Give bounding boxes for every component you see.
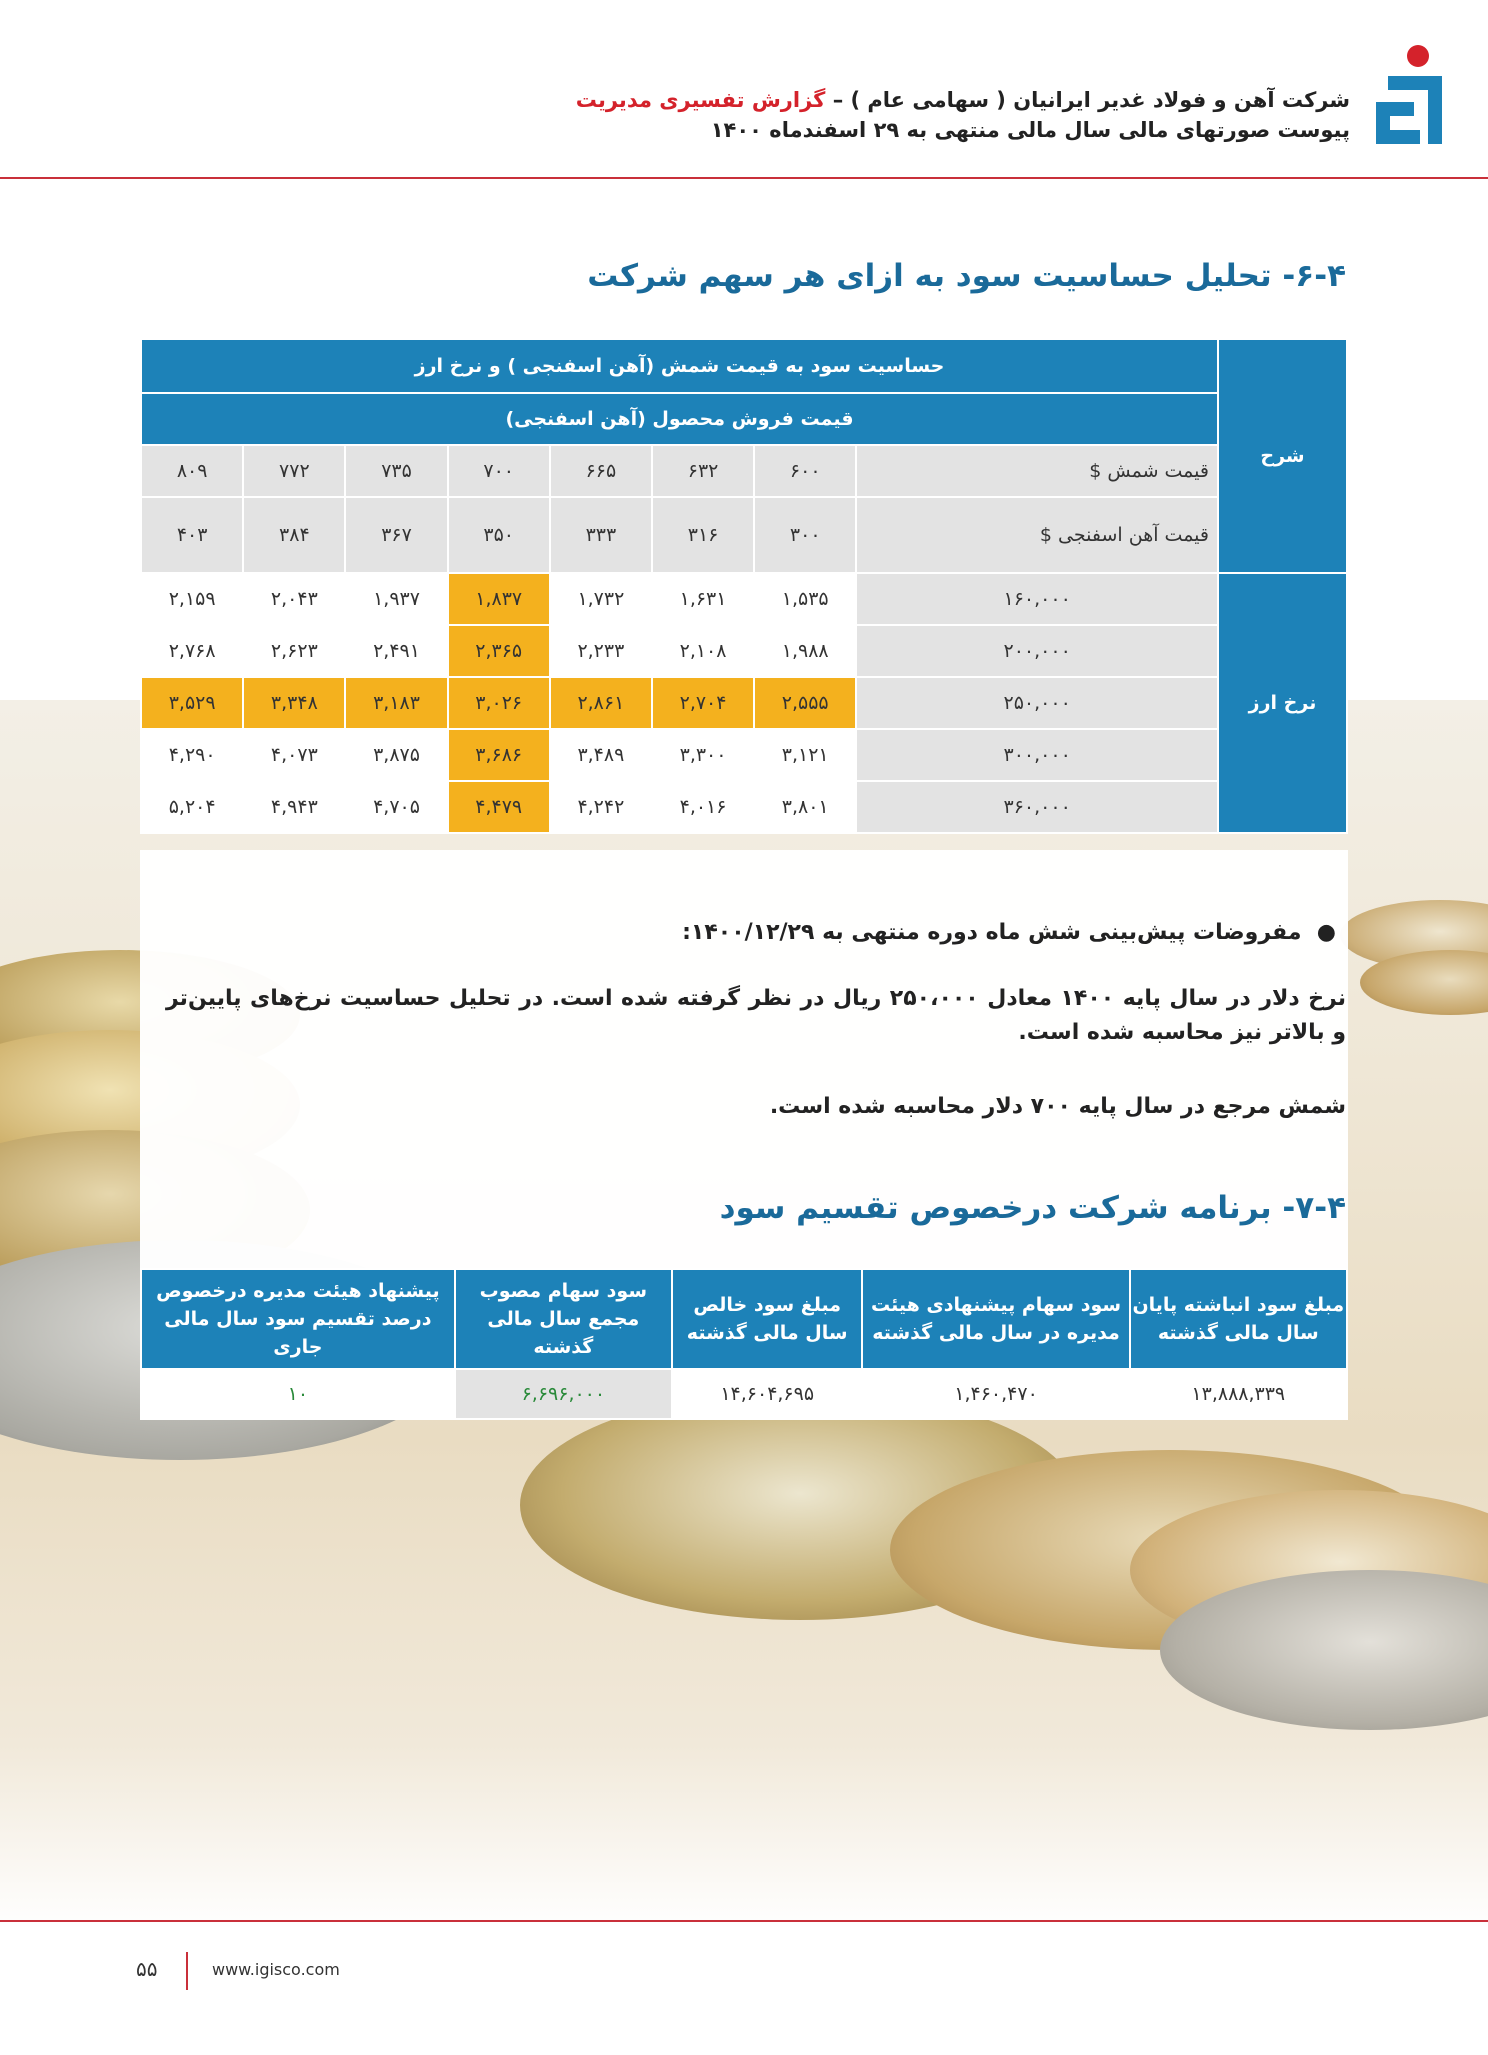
header-text [576,88,1350,142]
dividend-header: سود سهام پیشنهادی هیئت مدیره در سال مالی گذشته [862,1269,1129,1369]
eps-value: ۴,۲۹۰ [141,729,243,781]
page-number: ۵۵ [136,1957,158,1981]
sponge-price: ۳۶۷ [345,497,447,573]
eps-value-highlighted: ۲,۸۶۱ [550,677,652,729]
exchange-rate: ۳۶۰,۰۰۰ [856,781,1218,833]
header-subtitle: پیوست صورتهای مالی سال مالی منتهی به ۲۹ اسفندماه ۱۴۰۰ [710,118,1350,142]
ingot-price: ۶۰۰ [754,445,856,497]
eps-value: ۳,۸۷۵ [345,729,447,781]
eps-value-highlighted: ۳,۳۴۸ [243,677,345,729]
sensitivity-table [140,338,1348,834]
dividend-value: ۱۴,۶۰۴,۶۹۵ [672,1369,863,1419]
eps-value: ۱,۵۳۵ [754,573,856,625]
table-row [141,573,1347,625]
eps-value: ۲,۶۲۳ [243,625,345,677]
exchange-rate: ۳۰۰,۰۰۰ [856,729,1218,781]
eps-value: ۲,۷۶۸ [141,625,243,677]
eps-value: ۲,۰۴۳ [243,573,345,625]
assumption-paragraph-1: نرخ دلار در سال پایه ۱۴۰۰ معادل ۲۵۰،۰۰۰ ریال در نظر گرفته شده است. در تحلیل حساسیت نرخ‌های پایین‌تر و بالاتر نیز محاسبه شده است. [166,986,1347,1045]
ingot-price: ۷۰۰ [448,445,550,497]
eps-value: ۴,۰۱۶ [652,781,754,833]
sponge-price: ۳۱۶ [652,497,754,573]
assumptions-bullet [682,920,1336,945]
dividend-table [140,1268,1348,1420]
eps-value-highlighted: ۲,۳۶۵ [448,625,550,677]
table-row [141,781,1347,833]
eps-value-highlighted: ۴,۴۷۹ [448,781,550,833]
dividend-value: ۶,۶۹۶,۰۰۰ [455,1369,672,1419]
dividend-value: ۱,۴۶۰,۴۷۰ [862,1369,1129,1419]
ingot-price: ۷۳۵ [345,445,447,497]
eps-value: ۲,۴۹۱ [345,625,447,677]
table-row-highlighted [141,677,1347,729]
footer-separator [186,1952,188,1990]
side-label-desc: شرح [1218,339,1347,573]
sponge-price: ۳۳۳ [550,497,652,573]
eps-value-highlighted: ۳,۶۸۶ [448,729,550,781]
header-report-type: گزارش تفسیری مدیریت [575,88,826,112]
eps-value: ۱,۷۳۲ [550,573,652,625]
eps-value: ۴,۰۷۳ [243,729,345,781]
dividend-value: ۱۰ [141,1369,455,1419]
side-label-rate: نرخ ارز [1218,573,1347,833]
dividend-header: مبلغ سود خالص سال مالی گذشته [672,1269,863,1369]
footer-divider [0,1920,1488,1922]
ingot-price: ۷۷۲ [243,445,345,497]
ingot-price: ۸۰۹ [141,445,243,497]
table-title: حساسیت سود به قیمت شمش (آهن اسفنجی ) و نرخ ارز [141,339,1218,393]
eps-value: ۳,۸۰۱ [754,781,856,833]
header-divider [0,177,1488,179]
table-subtitle: قیمت فروش محصول (آهن اسفنجی) [141,393,1218,445]
eps-value: ۴,۲۴۲ [550,781,652,833]
table-row [141,1369,1347,1419]
table-row [141,625,1347,677]
sponge-price: ۴۰۳ [141,497,243,573]
section-title-dividend-plan: ۷-۴- برنامه شرکت درخصوص تقسیم سود [719,1190,1346,1226]
sponge-price: ۳۵۰ [448,497,550,573]
eps-value-highlighted: ۲,۵۵۵ [754,677,856,729]
eps-value: ۱,۶۳۱ [652,573,754,625]
eps-value-highlighted: ۲,۷۰۴ [652,677,754,729]
dividend-header: مبلغ سود انباشته پایان سال مالی گذشته [1130,1269,1347,1369]
eps-value: ۳,۴۸۹ [550,729,652,781]
assumptions-heading: مفروضات پیش‌بینی شش ماه دوره منتهی به ۱۴۰۰/۱۲/۲۹: [682,920,1302,945]
eps-value: ۳,۳۰۰ [652,729,754,781]
page-footer [0,1920,1488,2055]
page-header [0,0,1488,180]
dividend-header: پیشنهاد هیئت مدیره درخصوص درصد تقسیم سود سال مالی جاری [141,1269,455,1369]
company-logo-icon [1368,44,1448,156]
eps-value: ۳,۱۲۱ [754,729,856,781]
table-row [141,729,1347,781]
sponge-price-label: قیمت آهن اسفنجی $ [856,497,1218,573]
eps-value-highlighted: ۳,۵۲۹ [141,677,243,729]
sponge-price: ۳۸۴ [243,497,345,573]
exchange-rate: ۱۶۰,۰۰۰ [856,573,1218,625]
exchange-rate: ۲۵۰,۰۰۰ [856,677,1218,729]
eps-value: ۱,۹۳۷ [345,573,447,625]
eps-value: ۴,۷۰۵ [345,781,447,833]
bullet-dot-icon: ● [1316,920,1336,945]
eps-value: ۲,۱۵۹ [141,573,243,625]
eps-value: ۲,۱۰۸ [652,625,754,677]
eps-value: ۵,۲۰۴ [141,781,243,833]
eps-value-highlighted: ۳,۰۲۶ [448,677,550,729]
exchange-rate: ۲۰۰,۰۰۰ [856,625,1218,677]
ingot-price: ۶۶۵ [550,445,652,497]
footer-url[interactable]: www.igisco.com [212,1960,340,1979]
section-title-eps-sensitivity: ۶-۴- تحلیل حساسیت سود به ازای هر سهم شرکت [587,258,1346,294]
dividend-value: ۱۳,۸۸۸,۳۳۹ [1130,1369,1347,1419]
eps-value-highlighted: ۱,۸۳۷ [448,573,550,625]
header-company: شرکت آهن و فولاد غدیر ایرانیان ( سهامی عام ) – [832,88,1350,112]
eps-value: ۲,۲۳۳ [550,625,652,677]
eps-value: ۱,۹۸۸ [754,625,856,677]
assumption-paragraph-2: شمش مرجع در سال پایه ۷۰۰ دلار محاسبه شده است. [769,1094,1346,1119]
sponge-price: ۳۰۰ [754,497,856,573]
ingot-price-label: قیمت شمش $ [856,445,1218,497]
ingot-price: ۶۳۲ [652,445,754,497]
eps-value: ۴,۹۴۳ [243,781,345,833]
dividend-header: سود سهام مصوب مجمع سال مالی گذشته [455,1269,672,1369]
eps-value-highlighted: ۳,۱۸۳ [345,677,447,729]
